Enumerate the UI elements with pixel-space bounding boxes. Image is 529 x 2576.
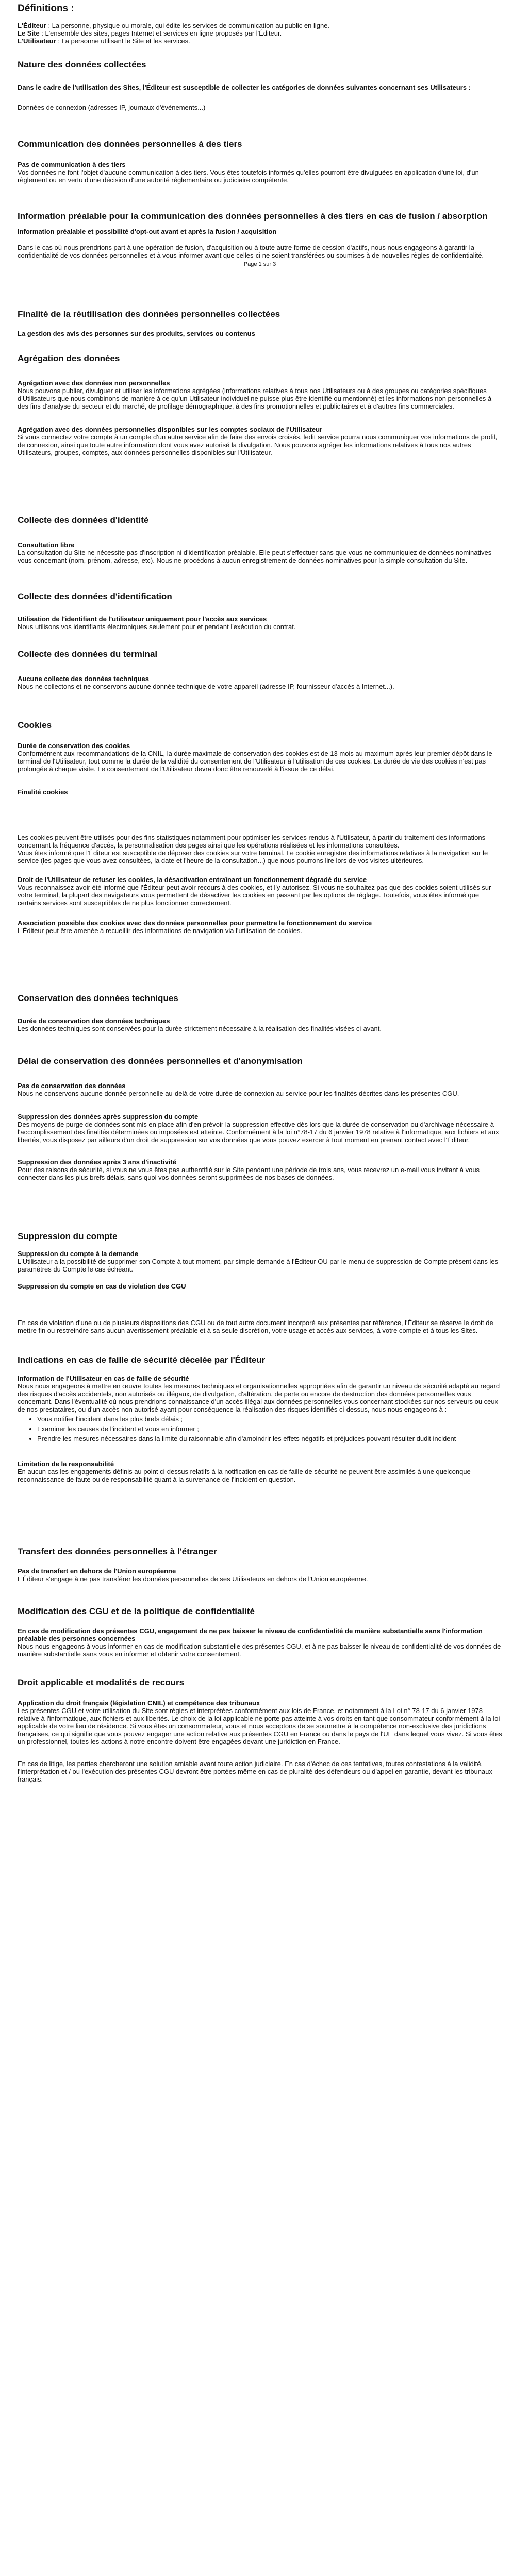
section-subtitle: Application du droit français (législation CNIL) et compétence des tribunaux [18, 1699, 260, 1707]
section-text: L'Utilisateur a la possibilité de supprimer son Compte à tout moment, par simple demande à l'Éditeur OU par le menu de suppression de Compte présent dans les paramètres du Compte le cas échéant. [18, 1258, 499, 1273]
section-title: Délai de conservation des données personnelles et d'anonymisation [18, 1056, 303, 1066]
section-title: Indications en cas de faille de sécurité décelée par l'Éditeur [18, 1355, 266, 1365]
section-subtitle: Pas de communication à des tiers [18, 161, 126, 168]
section-title: Transfert des données personnelles à l'étranger [18, 1547, 217, 1556]
definition-utilisateur [18, 37, 502, 45]
section-subtitle: Utilisation de l'identifiant de l'utilisateur uniquement pour l'accès aux services [18, 615, 267, 623]
account-deletion-section [18, 1231, 502, 1290]
section-subtitle: Information de l'Utilisateur en cas de faille de sécurité [18, 1375, 189, 1382]
section-subtitle: La gestion des avis des personnes sur des produits, services ou contenus [18, 330, 255, 337]
section-title: Suppression du compte [18, 1231, 118, 1241]
section-subtitle: Pas de transfert en dehors de l'Union européenne [18, 1567, 176, 1575]
definition-text: : La personne utilisant le Site et les services. [56, 37, 190, 45]
section-subtitle: Durée de conservation des données techniques [18, 1017, 170, 1025]
section-title: Communication des données personnelles à des tiers [18, 139, 242, 149]
section-text: Nous ne conservons aucune donnée personnelle au-delà de votre durée de connexion au service pour les finalités décrites dans les présentes CGU. [18, 1090, 459, 1097]
section-text: Nous nous engageons à mettre en œuvre toutes les mesures techniques et organisationnelles appropriées afin de garantir un niveau de sécurité adapté au regard des risques d'accès accidentels, non autorisés ou illégaux, de divulgation, d'altération, de perte ou encore de destruction des données personnelles vous concernant. Dans l'éventualité où nous prendrions connaissance d'un accès illégal aux données personnelles vous concernant stockées sur nos serveurs ou ceux de nos prestataires, ou d'un accès non autorisé ayant pour conséquence la réalisation des risques identifiés ci-dessus, nous nous engageons à : [18, 1382, 500, 1413]
section-text: Les données techniques sont conservées pour la durée strictement nécessaire à la réalisation des finalités visées ci-avant. [18, 1025, 382, 1032]
section-subtitle: Information préalable et possibilité d'opt-out avant et après la fusion / acquisition [18, 228, 277, 235]
list-item: • Examiner les causes de l'incident et vous en informer ; [37, 1425, 502, 1433]
section-title: Collecte des données du terminal [18, 649, 158, 659]
section-text: Vos données ne font l'objet d'aucune communication à des tiers. Vous êtes toutefois informés qu'elles pourront être divulguées en application d'une loi, d'un règlement ou en vertu d'une décision d'une autorité réglementaire ou judiciaire compétente. [18, 168, 479, 184]
section-subtitle: Pas de conservation des données [18, 1082, 126, 1090]
section-subtitle: Limitation de la responsabilité [18, 1460, 114, 1468]
section-subtitle: Aucune collecte des données techniques [18, 675, 150, 683]
section-subtitle: Suppression des données après 3 ans d'inactivité [18, 1158, 176, 1166]
law-section [18, 1677, 502, 1783]
cookies-section-continued [18, 834, 502, 935]
section-text: Conformément aux recommandations de la CNIL, la durée maximale de conservation des cookies est de 13 mois au maximum après leur premier dépôt dans le terminal de l'Utilisateur, tout comme la durée de la validité du consentement de l'Utilisateur à l'utilisation de ces cookies. La durée de vie des cookies n'est pas prolongée à chaque visite. Le consentement de l'Utilisateur devra donc être renouvelé à l'issue de ce délai. [18, 750, 492, 773]
security-section [18, 1355, 502, 1483]
nature-intro: Dans le cadre de l'utilisation des Sites, l'Éditeur est susceptible de collecter les catégories de données suivantes concernant ses Utilisateurs : [18, 83, 471, 91]
section-text: Les cookies peuvent être utilisés pour des fins statistiques notamment pour optimiser les services rendus à l'Utilisateur, à partir du traitement des informations concernant la fréquence d'accès, la personnalisation des pages ainsi que les opérations réalisées et les informations consultées. [18, 834, 486, 849]
section-text: En aucun cas les engagements définis au point ci-dessus relatifs à la notification en cas de faille de sécurité ne peuvent être assimilés à une quelconque reconnaissance de faute ou de responsabilité quant à la survenance de l'incident en question. [18, 1468, 471, 1483]
section-text: Dans le cas où nous prendrions part à une opération de fusion, d'acquisition ou à toute autre forme de cession d'actifs, nous nous engageons à garantir la confidentialité de vos données personnelles et à vous informer avant que celles-ci ne soient transférées ou soumises à de nouvelles règles de confidentialité. [18, 244, 484, 259]
modification-section [18, 1606, 502, 1658]
retention-personal-section [18, 1056, 502, 1181]
definition-term: L'Utilisateur [18, 37, 56, 45]
section-title: Conservation des données techniques [18, 993, 178, 1003]
definition-site [18, 29, 502, 37]
section-subtitle: Suppression du compte à la demande [18, 1250, 139, 1258]
section-text: Pour des raisons de sécurité, si vous ne vous êtes pas authentifié sur le Site pendant une période de trois ans, vous recevrez un e-mail vous invitant à vous connecter dans les plus brefs délais, sans quoi vos données seront supprimées de nos bases de données. [18, 1166, 480, 1181]
section-text: La consultation du Site ne nécessite pas d'inscription ni d'identification préalable. Elle peut s'effectuer sans que vous ne communiquiez de données nominatives vous concernant (nom, prénom, adresse, etc). Nous ne procédons à aucun enregistrement de données nominatives pour la simple consultation du Site. [18, 549, 492, 564]
section-text: Les présentes CGU et votre utilisation du Site sont régies et interprétées conformément aux lois de France, et notamment à la Loi n° 78-17 du 6 janvier 1978 relative à l'informatique, aux fichiers et aux libertés. Le choix de la loi applicable ne porte pas atteinte à vos droits en tant que consommateur conformément à la loi applicable de votre lieu de résidence. Si vous êtes un consommateur, vous et nous acceptons de se soumettre à la compétence non-exclusive des juridictions françaises, ce qui signifie que vous pouvez engager une action relative aux présentes CGU en France ou dans le pays de l'UE dans lequel vous vivez. Si vous êtes un professionnel, toutes les actions à notre encontre doivent être engagées devant une juridiction en France. [18, 1707, 502, 1745]
section-text: En cas de violation d'une ou de plusieurs dispositions des CGU ou de tout autre document incorporé aux présentes par référence, l'Éditeur se réserve le droit de mettre fin ou restreindre sans aucun avertissement préalable et à sa seule discrétion, votre usage et accès aux services, à votre compte et à tous les Sites. [18, 1319, 493, 1334]
section-title: Droit applicable et modalités de recours [18, 1677, 185, 1687]
list-item: • Vous notifier l'incident dans les plus brefs délais ; [37, 1415, 502, 1423]
section-text: Nous pouvons publier, divulguer et utiliser les informations agrégées (informations relatives à tous nos Utilisateurs ou à des groupes ou catégories spécifiques d'Utilisateurs que nous combinons de manière à ce qu'un Utilisateur individuel ne puisse plus être identifié ou mentionné) et les informations non personnelles à des fins d'analyse du secteur et du marché, de profilage démographique, à des fins promotionnelles et publicitaires et à d'autres fins commerciales. [18, 387, 492, 410]
definition-text: : L'ensemble des sites, pages Internet et services en ligne proposés par l'Éditeur. [39, 29, 282, 37]
aggregation-section [18, 353, 502, 456]
transfer-section [18, 1547, 502, 1583]
definition-editeur [18, 22, 502, 29]
nature-data: Données de connexion (adresses IP, journaux d'événements...) [18, 104, 206, 111]
section-text: Nous nous engageons à vous informer en cas de modification substantielle des présentes CGU, et à ne pas baisser le niveau de confidentialité de vos données de manière substantielle sans vous en informer et obtenir votre consentement. [18, 1642, 501, 1658]
identity-section [18, 515, 502, 564]
nature-section [18, 60, 502, 111]
section-text: Nous ne collectons et ne conservons aucune donnée technique de votre appareil (adresse IP, fournisseur d'accès à Internet...). [18, 683, 394, 690]
security-bullet-list [18, 1415, 502, 1443]
section-title: Information préalable pour la communication des données personnelles à des tiers en cas de fusion / absorption [18, 211, 488, 221]
section-subtitle: Consultation libre [18, 541, 75, 549]
section-text: Des moyens de purge de données sont mis en place afin d'en prévoir la suppression effective dès lors que la durée de conservation ou d'archivage nécessaire à l'accomplissement des finalités déterminées ou imposées est atteinte. Conformément à la loi n°78-17 du 6 janvier 1978 relative à l'informatique, aux fichiers et aux libertés, vous disposez par ailleurs d'un droit de suppression sur vos données que vous pouvez exercer à tout moment en prenant contact avec l'Éditeur. [18, 1121, 499, 1144]
section-title: Agrégation des données [18, 353, 120, 363]
definitions-section [18, 3, 502, 45]
section-text: Vous êtes informé que l'Éditeur est susceptible de déposer des cookies sur votre terminal. Le cookie enregistre des informations relatives à la navigation sur le service (les pages que vous avez consultées, la date et l'heure de la consultation...) que nous pourrons lire lors de vos visites ultérieures. [18, 849, 488, 865]
section-text: Vous reconnaissez avoir été informé que l'Éditeur peut avoir recours à des cookies, et l'y autorisez. Si vous ne souhaitez pas que des cookies soient utilisés sur votre terminal, la plupart des navigateurs vous permettent de désactiver les cookies en passant par les options de réglage. Toutefois, vous êtes informé que certains services sont susceptibles de ne plus fonctionner correctement. [18, 884, 491, 907]
section-title: Modification des CGU et de la politique de confidentialité [18, 1606, 255, 1616]
section-subtitle: Suppression du compte en cas de violation des CGU [18, 1282, 186, 1290]
identification-section [18, 591, 502, 631]
section-title: Collecte des données d'identité [18, 515, 149, 525]
section-title: Nature des données collectées [18, 60, 146, 70]
definition-term: Le Site [18, 29, 40, 37]
section-title: Collecte des données d'identification [18, 591, 172, 601]
section-text: En cas de litige, les parties chercheront une solution amiable avant toute action judiciaire. En cas d'échec de ces tentatives, toutes contestations à la validité, l'interprétation et / ou l'exécution des présentes CGU devront être portées même en cas de pluralité des défendeurs ou d'appel en garantie, devant les tribunaux français. [18, 1760, 492, 1783]
section-subtitle: Agrégation avec des données personnelles disponibles sur les comptes sociaux de l'Utilisateur [18, 426, 323, 433]
section-subtitle: Durée de conservation des cookies [18, 742, 130, 750]
definitions-title: Définitions : [18, 3, 74, 14]
section-text: L'Éditeur peut être amenée à recueillir des informations de navigation via l'utilisation de cookies. [18, 927, 302, 935]
section-text: L'Éditeur s'engage à ne pas transférer les données personnelles de ses Utilisateurs en dehors de l'Union européenne. [18, 1575, 368, 1583]
finality-section [18, 309, 502, 337]
merger-section [18, 211, 502, 267]
section-subtitle: Association possible des cookies avec des données personnelles pour permettre le fonctionnement du service [18, 919, 372, 927]
section-subtitle: Agrégation avec des données non personnelles [18, 379, 170, 387]
cookies-section [18, 720, 502, 796]
section-title: Finalité de la réutilisation des données personnelles collectées [18, 309, 280, 319]
account-deletion-text [18, 1319, 502, 1334]
terminal-section [18, 649, 502, 690]
third-parties-section [18, 139, 502, 184]
retention-tech-section [18, 993, 502, 1032]
section-title: Cookies [18, 720, 52, 730]
section-subtitle: Suppression des données après suppression du compte [18, 1113, 199, 1121]
list-item: • Prendre les mesures nécessaires dans la limite du raisonnable afin d'amoindrir les effets négatifs et préjudices pouvant résulter dudit incident [37, 1435, 502, 1443]
section-text: Si vous connectez votre compte à un compte d'un autre service afin de faire des envois croisés, ledit service pourra nous communiquer vos informations de profil, de connexion, ainsi que toute autre information dont vous avez autorisé la divulgation. Nous pouvons agréger les informations relatives à tous nos autres Utilisateurs, groupes, comptes, aux données personnelles disponibles sur l'Utilisateur. [18, 433, 498, 456]
section-subtitle: En cas de modification des présentes CGU, engagement de ne pas baisser le niveau de confidentialité de manière substantielle sans l'information préalable des personnes concernées [18, 1627, 483, 1642]
section-text: Nous utilisons vos identifiants électroniques seulement pour et pendant l'exécution du contrat. [18, 623, 296, 631]
definition-text: : La personne, physique ou morale, qui édite les services de communication au public en ligne. [46, 22, 330, 29]
page-number: Page 1 sur 3 [243, 261, 276, 267]
section-subtitle: Finalité cookies [18, 788, 68, 796]
section-subtitle: Droit de l'Utilisateur de refuser les cookies, la désactivation entraînant un fonctionnement dégradé du service [18, 876, 367, 884]
definition-term: L'Éditeur [18, 22, 46, 29]
